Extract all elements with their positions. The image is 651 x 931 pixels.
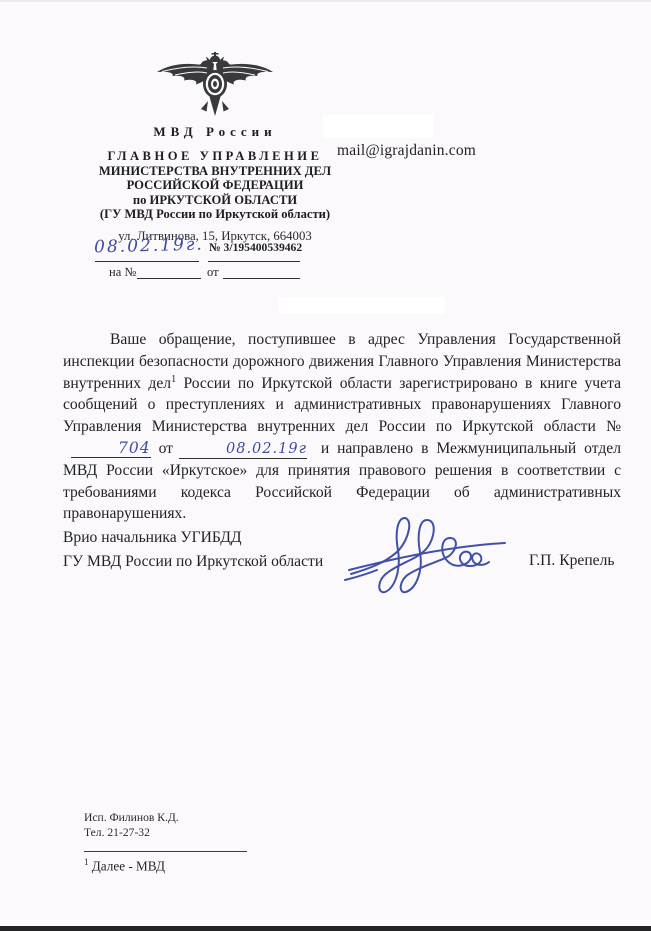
executor-phone: Тел. 21-27-32	[84, 826, 150, 839]
org-line: РОССИЙСКОЙ ФЕДЕРАЦИИ	[126, 178, 304, 193]
footnote-reference: 1	[171, 373, 177, 385]
signer-position-line: ГУ МВД России по Иркутской области	[63, 553, 324, 570]
outgoing-number: № 3/195400539462	[209, 241, 303, 254]
org-line: (ГУ МВД России по Иркутской области)	[99, 207, 331, 222]
date-underline	[95, 261, 199, 262]
body-segment: России по Иркутской области зарегистрировано в книге учета сообщений о преступлениях и административных правонарушениях Главного Управления Министерства внутренних дел России по Иркутской области №	[63, 374, 621, 436]
handwritten-date: 08.02.19г.	[93, 234, 205, 258]
body-segment: и направлено в Межмуниципальный отдел МВД России «Иркутское» для принятия правового решения в соответствии с требованиями кодекса Российской Федерации об административных правонарушениях.	[63, 439, 621, 523]
org-line: ГЛАВНОЕ УПРАВЛЕНИЕ	[107, 149, 323, 163]
org-line: МИНИСТЕРСТВА ВНУТРЕННИХ ДЕЛ	[98, 163, 332, 178]
signer-position	[63, 526, 323, 574]
signer-name: Г.П. Крепель	[529, 552, 615, 569]
footnote-text: Далее - МВД	[88, 858, 166, 874]
redaction-box	[279, 297, 445, 314]
scan-top-edge	[0, 0, 651, 2]
reference-date-line	[223, 278, 300, 279]
footnote-marker: 1	[84, 857, 89, 867]
executor-name: Исп. Филинов К.Д.	[84, 811, 179, 824]
org-address: ул. Литвинова, 15, Иркутск, 664003	[118, 228, 312, 243]
body-paragraph	[63, 329, 621, 525]
body-segment: от	[158, 439, 173, 457]
handwritten-registration-date: 08.02.19г	[179, 441, 307, 459]
redaction-box	[323, 115, 433, 138]
signature-scribble-icon	[343, 508, 511, 600]
reference-number-label: на №	[109, 265, 137, 279]
body-segment: Ваше обращение, поступившее в адрес Управления Государственной инспекции безопасности дорожного движения Главного Управления Министерства внутренних дел	[63, 331, 621, 392]
footnote	[84, 857, 165, 874]
recipient-email: mail@igrajdanin.com	[337, 142, 477, 159]
mvd-eagle-emblem	[154, 52, 276, 118]
signer-position-line: Врио начальника УГИБДД	[63, 529, 242, 546]
scan-bottom-edge	[0, 926, 651, 931]
org-short-title: МВД России	[153, 124, 277, 139]
reference-date-label: от	[207, 265, 219, 279]
reference-number-line	[137, 278, 201, 279]
org-line: по ИРКУТСКОЙ ОБЛАСТИ	[132, 192, 298, 207]
handwritten-registration-number: 704	[71, 440, 151, 458]
footnote-divider	[84, 851, 247, 852]
number-underline	[208, 261, 300, 262]
executor-block	[84, 810, 179, 840]
